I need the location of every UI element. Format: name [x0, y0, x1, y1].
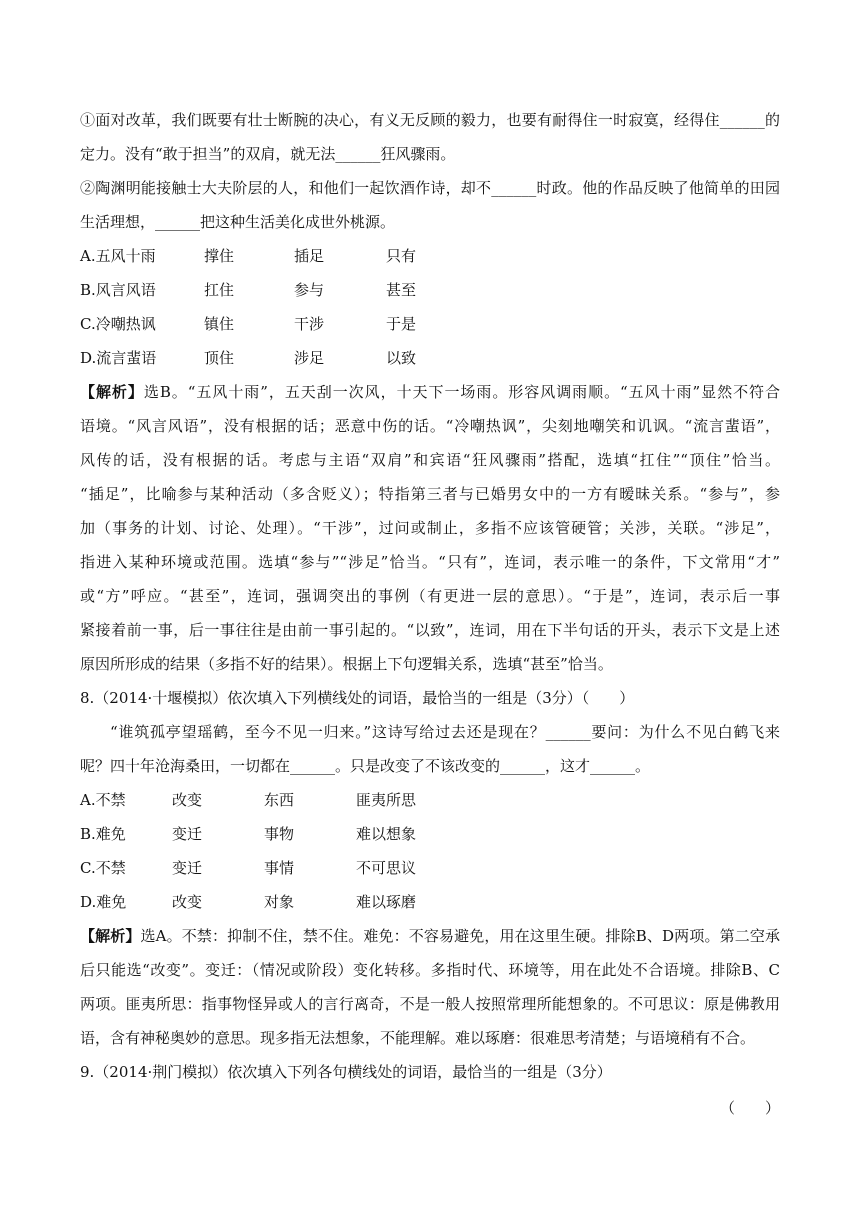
option-label: B.风言风语 — [80, 281, 156, 299]
q7-option-row — [80, 244, 780, 268]
option-label: D.流言蜚语 — [80, 349, 157, 367]
option-word: 于是 — [386, 315, 417, 333]
q7-option-row — [80, 346, 780, 370]
q8-option-row — [80, 856, 780, 880]
q8-passage-line: 呢？四十年沧海桑田，一切都在______。只是改变了不该改变的______，这才______。 — [80, 757, 651, 775]
option-word: 改变 — [172, 893, 203, 911]
option-label: A.不禁 — [80, 791, 126, 809]
q7-sentence-line: 生活理想，______把这种生活美化成世外桃源。 — [80, 213, 396, 231]
option-word: 参与 — [294, 281, 325, 299]
option-word: 插足 — [294, 247, 325, 265]
option-label: C.不禁 — [80, 859, 126, 877]
option-word: 匪夷所思 — [356, 791, 417, 809]
q7-analysis-line: 语境。“风言风语”，没有根据的话；恶意中伤的话。“冷嘲热讽”，尖刻地嘲笑和讥讽。“流言蜚语”， — [80, 417, 780, 435]
answer-bracket: （ ） — [719, 1099, 780, 1117]
analysis-heading: 【解析】 — [80, 383, 144, 401]
q7-option-row — [80, 312, 780, 336]
option-word: 镇住 — [204, 315, 235, 333]
option-word: 对象 — [264, 893, 295, 911]
option-word: 甚至 — [386, 281, 417, 299]
q7-analysis-line: 风传的话，没有根据的话。考虑与主语“双肩”和宾语“狂风骤雨”搭配，选填“扛住”“顶住”恰当。 — [80, 451, 780, 469]
analysis-text: 选A。不禁：抑制不住，禁不住。难免：不容易避免，用在这里生硬。排除B、D两项。第二空承 — [140, 927, 780, 945]
q7-analysis-line: 或“方”呼应。“甚至”，连词，强调突出的事例（有更进一层的意思）。“于是”，连词，表示后一事 — [80, 587, 780, 605]
option-word: 变迁 — [172, 859, 203, 877]
analysis-text: 选B。“五风十雨”，五天刮一次风，十天下一场雨。形容风调雨顺。“五风十雨”显然不符合 — [143, 383, 780, 401]
q8-analysis-line: 后只能选“改变”。变迁：（情况或阶段）变化转移。多指时代、环境等，用在此处不合语境。排除B、C — [80, 961, 780, 979]
option-word: 东西 — [264, 791, 295, 809]
q8-title: 8.（2014·十堰模拟）依次填入下列横线处的词语，最恰当的一组是（3分）（ ） — [80, 689, 635, 707]
q8-option-row — [80, 822, 780, 846]
q8-analysis-line: 语，含有神秘奥妙的意思。现多指无法想象，不能理解。难以琢磨：很难思考清楚；与语境稍有不合。 — [80, 1029, 756, 1047]
option-word: 顶住 — [204, 349, 235, 367]
option-label: B.难免 — [80, 825, 126, 843]
option-word: 改变 — [172, 791, 203, 809]
q7-sentence-line: ①面对改革，我们既要有壮士断腕的决心，有义无反顾的毅力，也要有耐得住一时寂寞，经得住______的 — [80, 111, 780, 129]
q8-option-row — [80, 788, 780, 812]
q8-analysis-line: 两项。匪夷所思：指事物怪异或人的言行离奇，不是一般人按照常理所能想象的。不可思议：原是佛教用 — [80, 995, 780, 1013]
q7-analysis-line: “插足”，比喻参与某种活动（多含贬义）；特指第三者与已婚男女中的一方有暧昧关系。“参与”，参 — [80, 485, 780, 503]
option-word: 撑住 — [204, 247, 235, 265]
q8-analysis-line — [80, 924, 780, 948]
q7-analysis-line: 加（事务的计划、讨论、处理）。“干涉”，过问或制止，多指不应该管硬管；关涉，关联。“涉足”， — [80, 519, 780, 537]
option-word: 涉足 — [294, 349, 325, 367]
option-word: 以致 — [386, 349, 417, 367]
q7-sentence-line: ②陶渊明能接触士大夫阶层的人，和他们一起饮酒作诗，却不______时政。他的作品反映了他简单的田园 — [80, 179, 780, 197]
option-label: A.五风十雨 — [80, 247, 156, 265]
option-label: C.冷嘲热讽 — [80, 315, 156, 333]
option-word: 事情 — [264, 859, 295, 877]
q8-passage-line: “谁筑孤亭望瑶鹤，至今不见一归来。”这诗写给过去还是现在？______要问：为什么不见白鹤飞来 — [110, 723, 780, 741]
q8-option-row — [80, 890, 780, 914]
option-word: 变迁 — [172, 825, 203, 843]
option-word: 事物 — [264, 825, 295, 843]
option-word: 难以琢磨 — [356, 893, 417, 911]
q7-analysis-line: 紧接着前一事，后一事往往是由前一事引起的。“以致”，连词，用在下半句话的开头，表示下文是上述 — [80, 621, 780, 639]
option-word: 不可思议 — [356, 859, 417, 877]
option-word: 扛住 — [204, 281, 235, 299]
q7-analysis-line: 原因所形成的结果（多指不好的结果）。根据上下句逻辑关系，选填“甚至”恰当。 — [80, 655, 613, 673]
option-label: D.难免 — [80, 893, 127, 911]
q9-title: 9.（2014·荆门模拟）依次填入下列各句横线处的词语，最恰当的一组是（3分） — [80, 1063, 612, 1081]
q7-option-row — [80, 278, 780, 302]
option-word: 只有 — [386, 247, 417, 265]
option-word: 干涉 — [294, 315, 325, 333]
option-word: 难以想象 — [356, 825, 417, 843]
analysis-heading: 【解析】 — [80, 927, 141, 945]
q7-analysis-line — [80, 380, 780, 404]
q7-analysis-line: 指进入某种环境或范围。选填“参与”“涉足”恰当。“只有”，连词，表示唯一的条件，下文常用“才” — [80, 553, 780, 571]
q7-sentence-line: 定力。没有“敢于担当”的双肩，就无法______狂风骤雨。 — [80, 145, 456, 163]
